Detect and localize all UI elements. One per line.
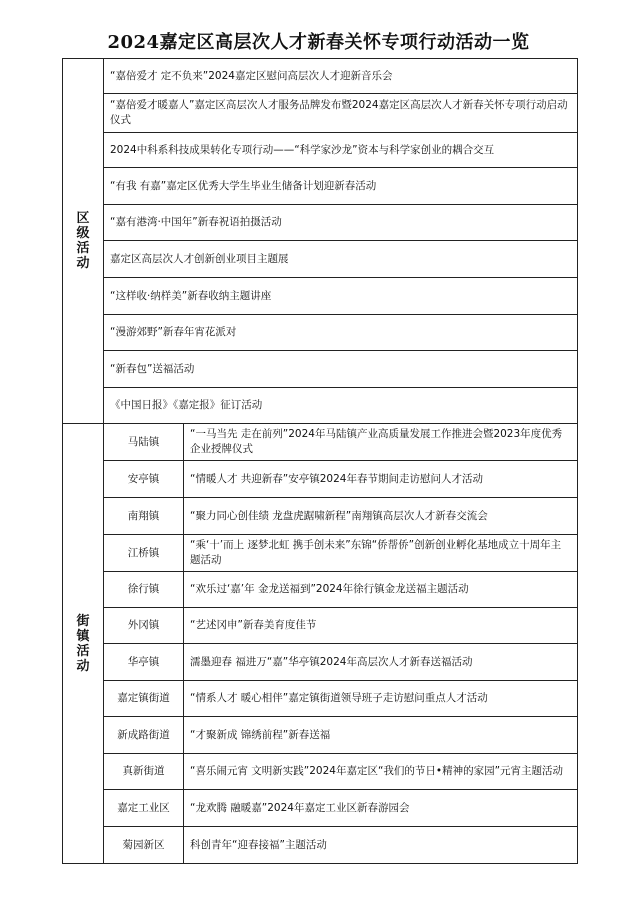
table-row xyxy=(63,461,578,498)
town-name: 外冈镇 xyxy=(104,608,184,644)
town-event: “欢乐过‘嘉’年 金龙送福到”2024年徐行镇金龙送福主题活动 xyxy=(184,572,578,608)
table-row xyxy=(63,754,578,790)
table-row xyxy=(63,717,578,754)
table-row xyxy=(63,827,578,864)
table-row xyxy=(63,388,578,424)
town-event: “喜乐闹元宵 文明新实践”2024年嘉定区“我们的节日•精神的家园”元宵主题活动 xyxy=(184,754,578,790)
town-event: “乘‘十’而上 逐梦北虹 携手创未来”东锦“侨帮侨”创新创业孵化基地成立十周年主题活动 xyxy=(184,535,578,572)
town-event: “聚力同心创佳绩 龙盘虎踞啸新程”南翔镇高层次人才新春交流会 xyxy=(184,498,578,535)
district-event: “嘉有港湾·中国年”新春祝语拍摄活动 xyxy=(104,205,578,241)
table-row xyxy=(63,315,578,351)
district-event: 《中国日报》《嘉定报》征订活动 xyxy=(104,388,578,424)
street-section-label: 街镇活动 xyxy=(76,613,90,674)
table-row xyxy=(63,351,578,388)
table-row xyxy=(63,133,578,168)
town-name: 马陆镇 xyxy=(104,424,184,461)
district-event: “漫游郊野”新春年宵花派对 xyxy=(104,315,578,351)
town-event: “才聚新成 锦绣前程”新春送福 xyxy=(184,717,578,754)
table-row xyxy=(63,572,578,608)
town-name: 南翔镇 xyxy=(104,498,184,535)
district-section-label-cell xyxy=(63,59,104,424)
district-event: “这样收·纳样美”新春收纳主题讲座 xyxy=(104,278,578,315)
district-event: “嘉倍爱才 定不负来”2024嘉定区慰问高层次人才迎新音乐会 xyxy=(104,59,578,94)
district-section-label: 区级活动 xyxy=(76,211,90,271)
town-event: “情系人才 暖心相伴”嘉定镇街道领导班子走访慰问重点人才活动 xyxy=(184,681,578,717)
district-event: “嘉倍爱才暖嘉人”嘉定区高层次人才服务品牌发布暨2024嘉定区高层次人才新春关怀专项行动启动仪式 xyxy=(104,94,578,133)
table-row xyxy=(63,644,578,681)
table-row xyxy=(63,94,578,133)
town-name: 江桥镇 xyxy=(104,535,184,572)
district-event: “有我 有嘉”嘉定区优秀大学生毕业生储备计划迎新春活动 xyxy=(104,168,578,205)
table-row xyxy=(63,790,578,827)
district-event: “新春包”送福活动 xyxy=(104,351,578,388)
town-name: 嘉定工业区 xyxy=(104,790,184,827)
town-event: “艺述冈申”新春美育度佳节 xyxy=(184,608,578,644)
district-event: 2024中科系科技成果转化专项行动——“科学家沙龙”资本与科学家创业的耦合交互 xyxy=(104,133,578,168)
activity-table xyxy=(62,58,578,864)
town-name: 徐行镇 xyxy=(104,572,184,608)
town-name: 安亭镇 xyxy=(104,461,184,498)
town-event: 科创青年“迎春接福”主题活动 xyxy=(184,827,578,864)
town-name: 华亭镇 xyxy=(104,644,184,681)
town-event: “情暖人才 共迎新春”安亭镇2024年春节期间走访慰问人才活动 xyxy=(184,461,578,498)
table-row xyxy=(63,278,578,315)
town-name: 真新街道 xyxy=(104,754,184,790)
town-name: 嘉定镇街道 xyxy=(104,681,184,717)
town-name: 新成路街道 xyxy=(104,717,184,754)
table-row xyxy=(63,498,578,535)
town-event: “龙欢腾 融暖嘉”2024年嘉定工业区新春游园会 xyxy=(184,790,578,827)
table-row xyxy=(63,205,578,241)
document-title: 2024嘉定区高层次人才新春关怀专项行动活动一览 xyxy=(107,32,530,53)
table-row xyxy=(63,241,578,278)
table-row xyxy=(63,59,578,94)
town-name: 菊园新区 xyxy=(104,827,184,864)
district-event: 嘉定区高层次人才创新创业项目主题展 xyxy=(104,241,578,278)
table-row xyxy=(63,608,578,644)
town-event: “一马当先 走在前列”2024年马陆镇产业高质量发展工作推进会暨2023年度优秀企业授牌仪式 xyxy=(184,424,578,461)
table-row xyxy=(63,681,578,717)
table-row xyxy=(63,168,578,205)
town-event: 濡墨迎春 福进万“嘉”华亭镇2024年高层次人才新春送福活动 xyxy=(184,644,578,681)
table-row xyxy=(63,535,578,572)
street-section-label-cell xyxy=(63,424,104,864)
table-row xyxy=(63,424,578,461)
